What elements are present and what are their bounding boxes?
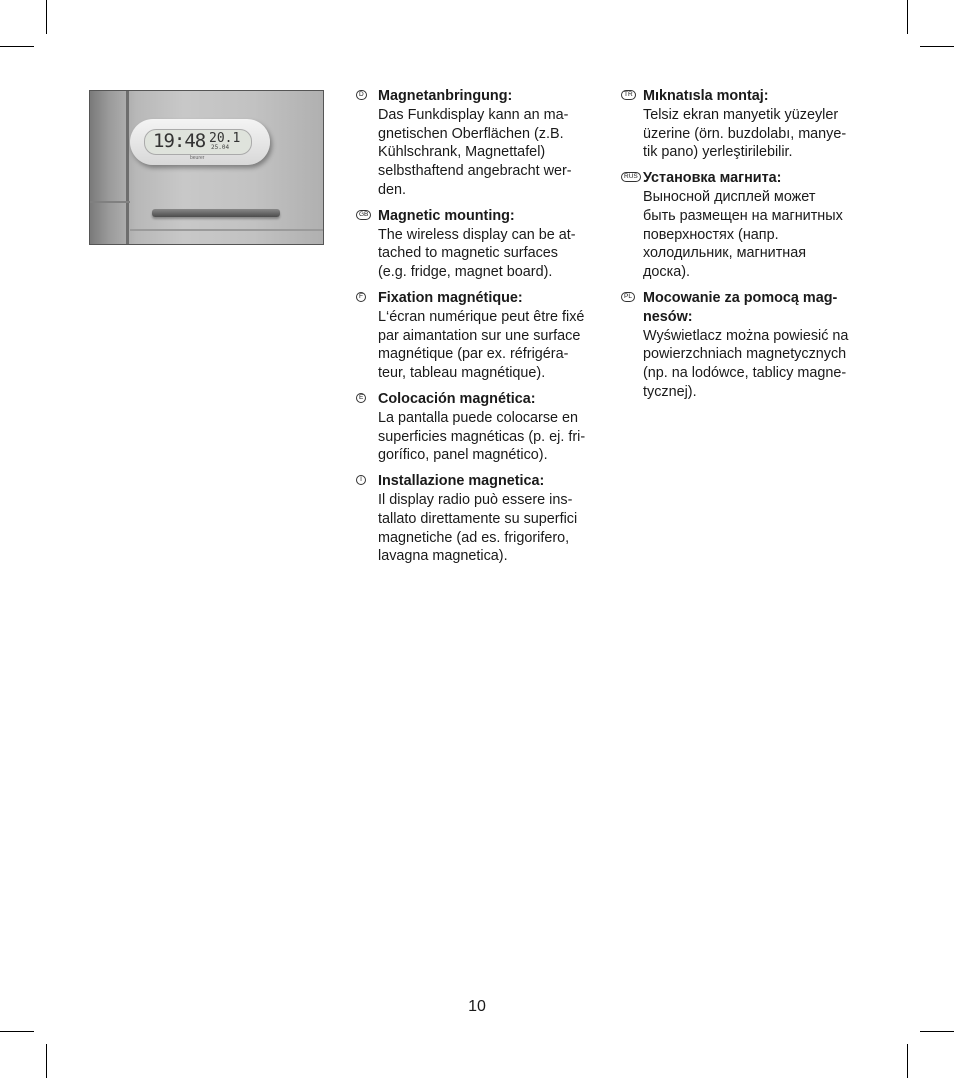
section-line: Il display radio può essere ins-: [378, 491, 573, 508]
crop-mark: [0, 1031, 34, 1032]
section-line: selbsthaftend angebracht wer-: [378, 163, 572, 180]
section-line: быть размещен на магнитных: [643, 207, 843, 224]
section-line: tached to magnetic surfaces: [378, 245, 558, 262]
section-line: L‘écran numérique peut être fixé: [378, 308, 585, 325]
drawer-handle: [152, 209, 280, 217]
lcd-screen: [144, 129, 252, 155]
section-title: Colocación magnética:: [378, 390, 536, 407]
section-tr: [621, 87, 871, 162]
lcd-time: 19:48: [153, 130, 206, 152]
section-line: Das Funkdisplay kann an ma-: [378, 106, 569, 123]
language-code-badge: D: [356, 90, 367, 100]
cabinet-seam: [130, 229, 323, 231]
section-line: доска).: [643, 264, 691, 281]
section-title: Mıknatısla montaj:: [643, 88, 769, 104]
section-line: (e.g. fridge, magnet board).: [378, 264, 553, 281]
section-line: Выносной дисплей может: [643, 188, 816, 205]
section-gb: [356, 207, 606, 282]
section-rus: [621, 169, 871, 282]
section-title: Установка магнита:: [643, 170, 782, 187]
section-line: tallato direttamente su superfici: [378, 510, 578, 527]
section-title: Mocowanie za pomocą mag- nesów:: [643, 289, 838, 325]
page-number: 10: [468, 998, 486, 1015]
section-line: холодильник, магнитная: [643, 245, 807, 262]
section-title: Installazione magnetica:: [378, 473, 545, 490]
lcd-date: 25.04: [211, 144, 230, 151]
section-line: gorífico, panel magnético).: [378, 447, 548, 464]
section-line: üzerine (örn. buzdolabı, manye-: [643, 125, 847, 142]
section-line: tycznej).: [643, 383, 697, 400]
language-code-badge: PL: [621, 292, 635, 302]
section-title: Magnetic mounting:: [378, 207, 515, 224]
cabinet-seam: [126, 91, 129, 244]
crop-mark: [907, 1044, 908, 1078]
section-fr: [356, 289, 606, 383]
language-code-badge: TR: [621, 90, 636, 100]
language-code-badge: I: [356, 475, 366, 485]
section-line: Telsiz ekran manyetik yüzeyler: [643, 106, 839, 123]
section-line: Wyświetlacz można powiesić na: [643, 327, 849, 344]
crop-mark: [920, 1031, 954, 1032]
language-code-badge: GB: [356, 210, 371, 220]
language-code-badge: RUS: [621, 172, 641, 182]
section-line: Kühlschrank, Magnettafel): [378, 144, 546, 161]
crop-mark: [46, 0, 47, 34]
crop-mark: [0, 46, 34, 47]
text-column-1: [356, 87, 606, 573]
section-line: teur, tableau magnétique).: [378, 365, 546, 382]
lcd-temperature: 20.1: [209, 131, 241, 146]
section-line: gnetischen Oberflächen (z.B.: [378, 125, 564, 142]
language-code-badge: F: [356, 292, 366, 302]
section-line: lavagna magnetica).: [378, 548, 508, 565]
section-line: powierzchniach magnetycznych: [643, 346, 847, 363]
section-line: magnétique (par ex. réfrigéra-: [378, 346, 569, 363]
text-column-2: [621, 87, 871, 409]
brand-logo: beurer: [190, 155, 205, 161]
section-line: par aimantation sur une surface: [378, 327, 581, 344]
section-line: The wireless display can be at-: [378, 226, 576, 243]
section-line: tik pano) yerleştirilebilir.: [643, 144, 793, 161]
section-de: [356, 87, 606, 200]
section-line: magnetiche (ad es. frigorifero,: [378, 529, 570, 546]
section-it: [356, 472, 606, 566]
section-es: [356, 390, 606, 465]
section-line: den.: [378, 181, 407, 198]
section-line: (np. na lodówce, tablicy magne-: [643, 365, 847, 382]
wireless-display-device: [130, 119, 270, 165]
section-title: Fixation magnétique:: [378, 289, 523, 306]
section-pl: [621, 289, 871, 402]
section-line: La pantalla puede colocarse en: [378, 409, 579, 426]
crop-mark: [46, 1044, 47, 1078]
section-title: Magnetanbringung:: [378, 88, 513, 104]
section-line: superficies magnéticas (p. ej. fri-: [378, 428, 586, 445]
crop-mark: [920, 46, 954, 47]
language-code-badge: E: [356, 393, 366, 403]
cabinet-seam: [90, 201, 130, 203]
crop-mark: [907, 0, 908, 34]
section-line: поверхностях (напр.: [643, 226, 779, 243]
product-photo: [89, 90, 324, 245]
